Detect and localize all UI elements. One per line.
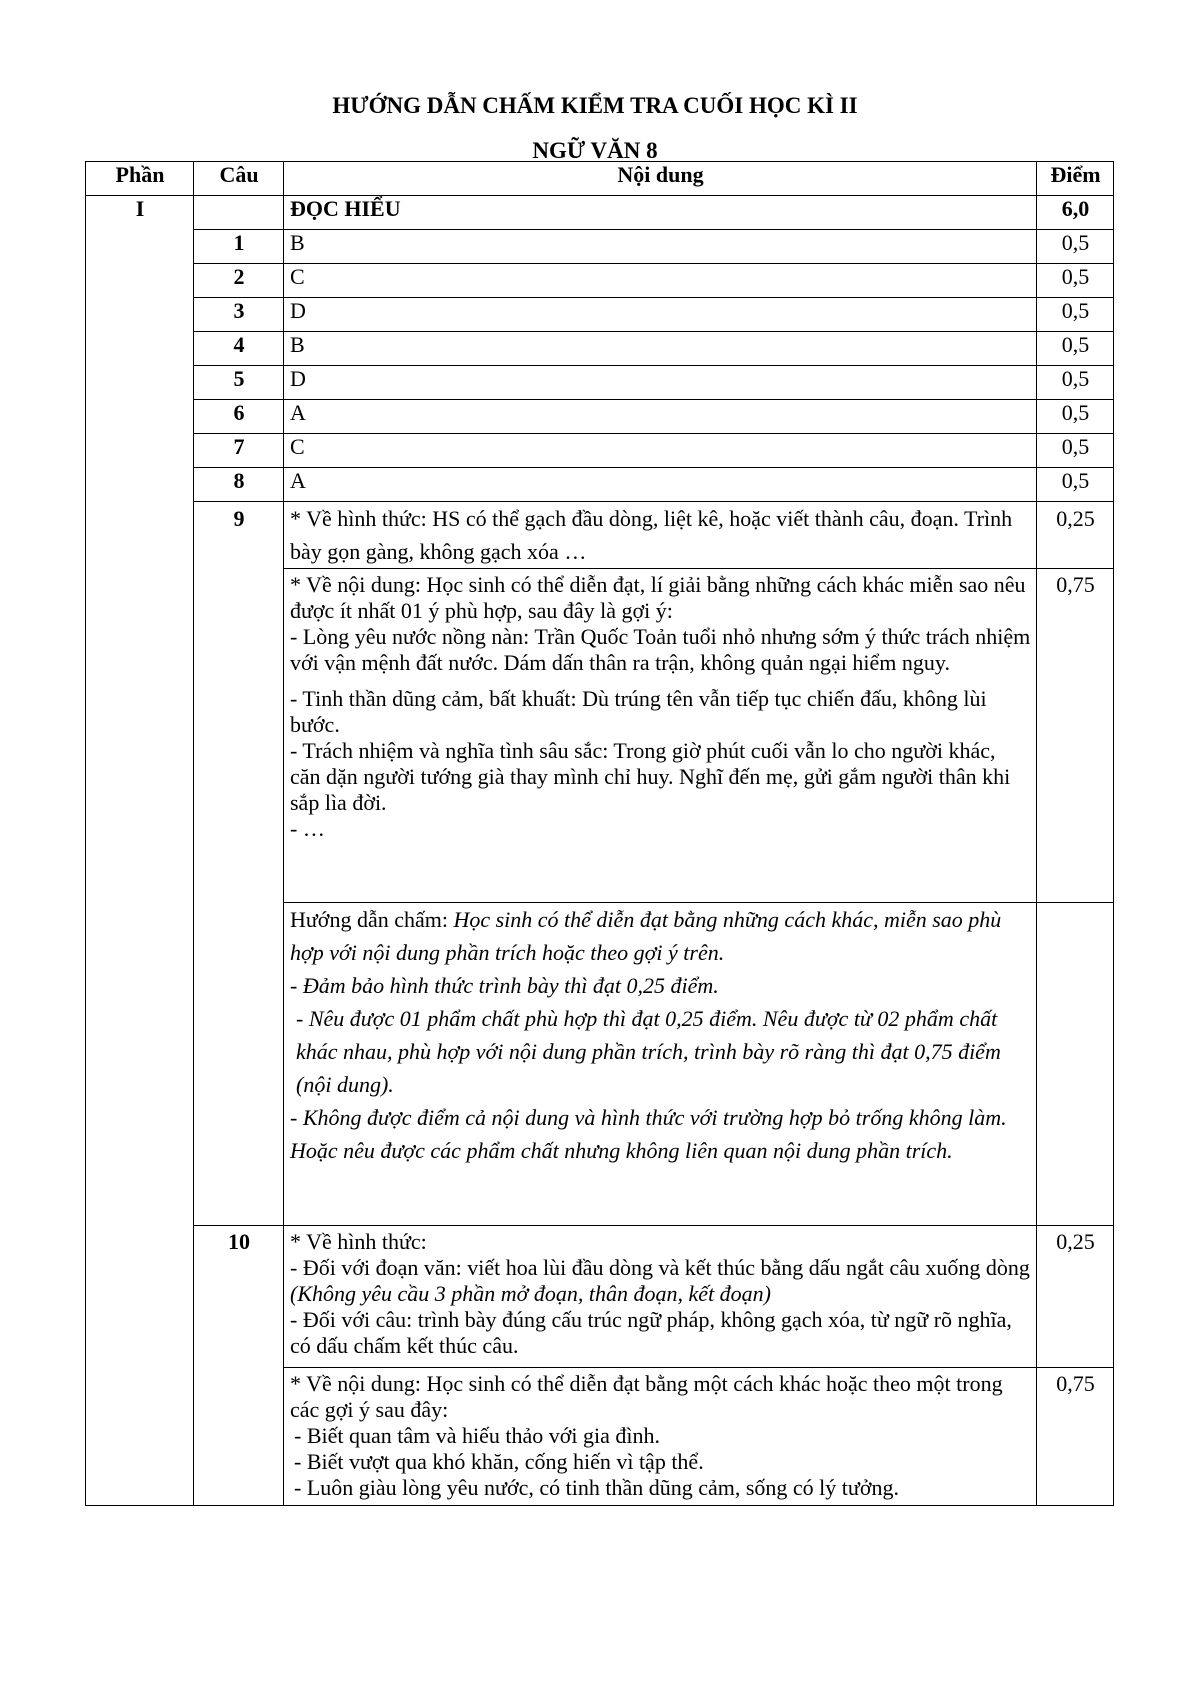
section-label: ĐỌC HIỂU (284, 196, 1037, 230)
score: 0,5 (1037, 400, 1114, 434)
q10-hinh-thuc-1-note: (Không yêu cầu 3 phần mở đoạn, thân đoạn, kết đoạn) (290, 1281, 772, 1306)
score: 0,5 (1037, 468, 1114, 502)
q9-hinh-thuc: * Về hình thức: HS có thể gạch đầu dòng, liệt kê, hoặc viết thành câu, đoạn. Trình bày gọn gàng, không gạch xóa … (284, 502, 1037, 569)
score: 0,75 (1037, 569, 1114, 903)
section-row (86, 196, 1114, 230)
cau-number: 8 (194, 468, 284, 502)
q9-noi-dung-2: - Tinh thần dũng cảm, bất khuất: Dù trúng tên vẫn tiếp tục chiến đấu, không lùi bước. (290, 686, 987, 737)
q9-huong-dan-2: - Đảm bảo hình thức trình bày thì đạt 0,25 điểm. (290, 973, 719, 998)
q9-noi-dung-4: - … (290, 816, 325, 841)
table-row (86, 298, 1114, 332)
section-diem: 6,0 (1037, 196, 1114, 230)
q10-noi-dung (284, 1368, 1037, 1506)
cau-number: 2 (194, 264, 284, 298)
q10-noi-dung-2: - Biết vượt qua khó khăn, cống hiến vì tập thể. (294, 1449, 704, 1474)
cau-number: 3 (194, 298, 284, 332)
score: 0,75 (1037, 1368, 1114, 1506)
header-cau: Câu (194, 162, 284, 196)
document-title: HƯỚNG DẪN CHẤM KIỂM TRA CUỐI HỌC KÌ II (332, 93, 858, 118)
section-phan: I (86, 196, 194, 1506)
answer: C (284, 264, 1037, 298)
document-subtitle: NGỮ VĂN 8 (532, 138, 658, 163)
cau-number: 4 (194, 332, 284, 366)
q9-hinh-thuc-row (86, 502, 1114, 569)
header-noi-dung: Nội dung (284, 162, 1037, 196)
q9-noi-dung-1: - Lòng yêu nước nồng nàn: Trần Quốc Toản tuổi nhỏ nhưng sớm ý thức trách nhiệm với vận mệnh đất nước. Dám dấn thân ra trận, không quản ngại hiểm nguy. (290, 624, 1031, 675)
answer: B (284, 332, 1037, 366)
cau-number: 1 (194, 230, 284, 264)
q10-hinh-thuc-row (86, 1226, 1114, 1368)
score: 0,5 (1037, 298, 1114, 332)
q9-huong-dan-4: - Không được điểm cả nội dung và hình thức với trường hợp bỏ trống không làm. Hoặc nêu được các phẩm chất nhưng không liên quan nội dung phần trích. (290, 1105, 1007, 1163)
score: 0,5 (1037, 230, 1114, 264)
score: 0,5 (1037, 332, 1114, 366)
table-header-row (86, 162, 1114, 196)
q10-noi-dung-intro: * Về nội dung: Học sinh có thể diễn đạt bằng một cách khác hoặc theo một trong các gợi ý sau đây: (290, 1371, 1003, 1422)
q9-noi-dung (284, 569, 1037, 903)
header-diem: Điểm (1037, 162, 1114, 196)
table-row (86, 434, 1114, 468)
score: 0,5 (1037, 434, 1114, 468)
q10-noi-dung-1: - Biết quan tâm và hiếu thảo với gia đình. (294, 1423, 660, 1448)
table-row (86, 332, 1114, 366)
answer: D (284, 298, 1037, 332)
section-cau-empty (194, 196, 284, 230)
cau-number: 10 (194, 1226, 284, 1506)
q9-huong-dan (284, 903, 1037, 1226)
cau-number: 6 (194, 400, 284, 434)
score: 0,25 (1037, 1226, 1114, 1368)
score: 0,25 (1037, 502, 1114, 569)
q10-noi-dung-3: - Luôn giàu lòng yêu nước, có tinh thần dũng cảm, sống có lý tưởng. (294, 1475, 899, 1500)
q10-hinh-thuc (284, 1226, 1037, 1368)
answer: D (284, 366, 1037, 400)
q9-huong-dan-label: Hướng dẫn chấm: (290, 907, 454, 932)
answer: B (284, 230, 1037, 264)
q10-hinh-thuc-head: * Về hình thức: (290, 1229, 427, 1254)
q9-huong-dan-3: - Nêu được 01 phẩm chất phù hợp thì đạt 0,25 điểm. Nêu được từ 02 phẩm chất khác nhau, phù hợp với nội dung phần trích, trình bày rõ ràng thì đạt 0,75 điểm (nội dung). (296, 1006, 1001, 1097)
header-phan: Phần (86, 162, 194, 196)
table-row (86, 264, 1114, 298)
cau-number: 9 (194, 502, 284, 1226)
answer: A (284, 400, 1037, 434)
table-row (86, 468, 1114, 502)
q9-noi-dung-intro: * Về nội dung: Học sinh có thể diễn đạt, lí giải bằng những cách khác miễn sao nêu được ít nhất 01 ý phù hợp, sau đây là gợi ý: (290, 572, 1026, 623)
table-row (86, 230, 1114, 264)
grading-table (85, 161, 1114, 1506)
score: 0,5 (1037, 366, 1114, 400)
q10-hinh-thuc-1: - Đối với đoạn văn: viết hoa lùi đầu dòng và kết thúc bằng dấu ngắt câu xuống dòng (290, 1255, 1030, 1280)
q9-huong-dan-1: Học sinh có thể diễn đạt bằng những cách khác, miễn sao phù hợp với nội dung phần trích hoặc theo gợi ý trên. (290, 907, 1002, 965)
q9-huong-dan-score-empty (1037, 903, 1114, 1226)
q10-hinh-thuc-2: - Đối với câu: trình bày đúng cấu trúc ngữ pháp, không gạch xóa, từ ngữ rõ nghĩa, có dấu chấm kết thúc câu. (290, 1307, 1012, 1358)
table-row (86, 366, 1114, 400)
answer: A (284, 468, 1037, 502)
table-row (86, 400, 1114, 434)
cau-number: 7 (194, 434, 284, 468)
cau-number: 5 (194, 366, 284, 400)
score: 0,5 (1037, 264, 1114, 298)
q9-noi-dung-3: - Trách nhiệm và nghĩa tình sâu sắc: Trong giờ phút cuối vẫn lo cho người khác, căn dặn người tướng già thay mình chỉ huy. Nghĩ đến mẹ, gửi gắm người thân khi sắp lìa đời. (290, 738, 1011, 815)
answer: C (284, 434, 1037, 468)
